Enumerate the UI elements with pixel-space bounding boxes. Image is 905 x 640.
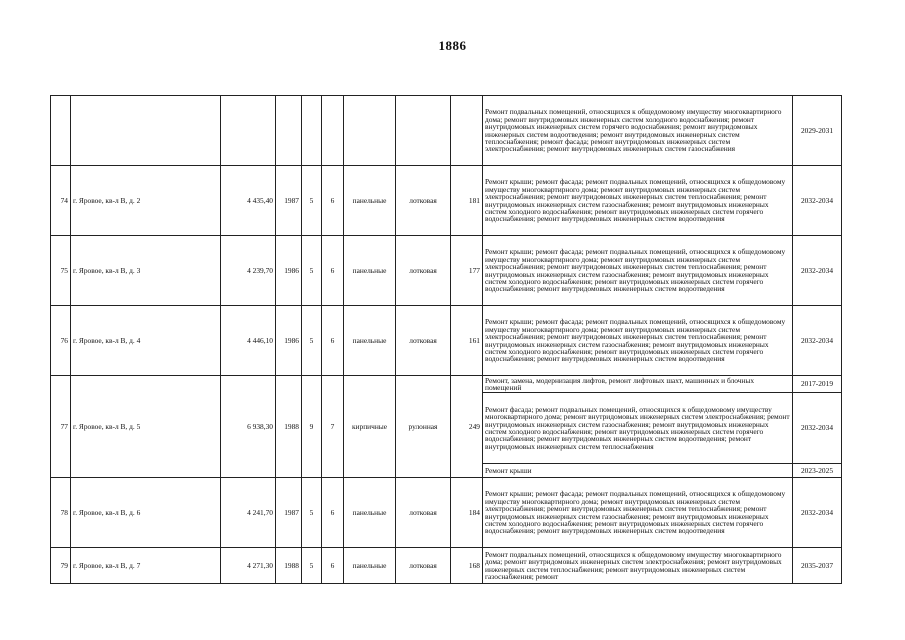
apartments-cell <box>451 96 483 166</box>
apartments-cell: 161 <box>451 306 483 376</box>
address-cell <box>71 96 221 166</box>
area-cell: 4 241,70 <box>221 478 276 548</box>
address-cell: г. Яровое, кв-л В, д. 4 <box>71 306 221 376</box>
works-cell: Ремонт подвальных помещений, относящихся к общедомовому имуществу многоквартирного дома; ремонт внутридомовых инженерных систем электроснабжения; ремонт внутридомовых инженерных систем теплоснабжения; ремонт внутридомовых инженерных систем газоснабжения; ремонт <box>483 548 793 584</box>
entrances-cell <box>322 96 344 166</box>
period-cell: 2029-2031 <box>793 96 842 166</box>
apartments-cell: 177 <box>451 236 483 306</box>
table-row <box>51 96 842 166</box>
row-number: 75 <box>51 236 71 306</box>
apartments-cell: 168 <box>451 548 483 584</box>
year-cell: 1986 <box>276 306 302 376</box>
works-cell: Ремонт крыши; ремонт фасада; ремонт подвальных помещений, относящихся к общедомовому имуществу многоквартирного дома; ремонт внутридомовых инженерных систем электроснабжения; ремонт внутридомовых инженерных систем теплоснабжения; ремонт внутридомовых инженерных систем газоснабжения; ремонт внутридомовых инженерных систем холодного водоснабжения; ремонт внутридомовых инженерных систем горячего водоснабжения; ремонт внутридомовых инженерных систем водоотведения <box>483 478 793 548</box>
period-cell: 2032-2034 <box>793 236 842 306</box>
entrances-cell: 6 <box>322 548 344 584</box>
roof-cell: лотковая <box>396 478 451 548</box>
floors-cell <box>302 96 322 166</box>
table-row <box>51 376 842 393</box>
area-cell: 4 271,30 <box>221 548 276 584</box>
works-cell: Ремонт крыши <box>483 464 793 478</box>
year-cell: 1988 <box>276 548 302 584</box>
table-row <box>51 236 842 306</box>
floors-cell: 5 <box>302 236 322 306</box>
period-cell: 2017-2019 <box>793 376 842 393</box>
address-cell: г. Яровое, кв-л В, д. 3 <box>71 236 221 306</box>
walls-cell <box>344 96 396 166</box>
table-row <box>51 478 842 548</box>
area-cell: 4 239,70 <box>221 236 276 306</box>
year-cell <box>276 96 302 166</box>
area-cell: 6 938,30 <box>221 376 276 478</box>
row-number <box>51 96 71 166</box>
period-cell: 2023-2025 <box>793 464 842 478</box>
apartments-cell: 249 <box>451 376 483 478</box>
area-cell: 4 435,40 <box>221 166 276 236</box>
floors-cell: 9 <box>302 376 322 478</box>
works-cell: Ремонт подвальных помещений, относящихся к общедомовому имуществу многоквартирного дома; ремонт внутридомовых инженерных систем холодного водоснабжения; ремонт внутридомовых инженерных систем горячего водоснабжения; ремонт внутридомовых инженерных систем водоотведения; ремонт внутридомовых инженерных систем теплоснабжения; ремонт фасада; ремонт внутридомовых инженерных систем электроснабжения; ремонт внутридомовых инженерных систем газоснабжения <box>483 96 793 166</box>
walls-cell: панельные <box>344 548 396 584</box>
table-row <box>51 306 842 376</box>
address-cell: г. Яровое, кв-л В, д. 7 <box>71 548 221 584</box>
works-cell: Ремонт крыши; ремонт фасада; ремонт подвальных помещений, относящихся к общедомовому имуществу многоквартирного дома; ремонт внутридомовых инженерных систем электроснабжения; ремонт внутридомовых инженерных систем теплоснабжения; ремонт внутридомовых инженерных систем газоснабжения; ремонт внутридомовых инженерных систем холодного водоснабжения; ремонт внутридомовых инженерных систем горячего водоснабжения; ремонт внутридомовых инженерных систем водоотведения <box>483 306 793 376</box>
entrances-cell: 6 <box>322 236 344 306</box>
floors-cell: 5 <box>302 166 322 236</box>
period-cell: 2032-2034 <box>793 478 842 548</box>
roof-cell <box>396 96 451 166</box>
roof-cell: лотковая <box>396 548 451 584</box>
floors-cell: 5 <box>302 478 322 548</box>
row-number: 74 <box>51 166 71 236</box>
area-cell: 4 446,10 <box>221 306 276 376</box>
apartments-cell: 181 <box>451 166 483 236</box>
entrances-cell: 6 <box>322 306 344 376</box>
year-cell: 1986 <box>276 236 302 306</box>
address-cell: г. Яровое, кв-л В, д. 6 <box>71 478 221 548</box>
entrances-cell: 6 <box>322 166 344 236</box>
apartments-cell: 184 <box>451 478 483 548</box>
period-cell: 2032-2034 <box>793 306 842 376</box>
row-number: 78 <box>51 478 71 548</box>
area-cell <box>221 96 276 166</box>
housing-repair-table <box>50 95 842 584</box>
entrances-cell: 6 <box>322 478 344 548</box>
row-number: 77 <box>51 376 71 478</box>
works-cell: Ремонт, замена, модернизация лифтов, ремонт лифтовых шахт, машинных и блочных помещений <box>483 376 793 393</box>
table-row <box>51 548 842 584</box>
table-body <box>51 96 842 584</box>
year-cell: 1988 <box>276 376 302 478</box>
page-number: 1886 <box>438 38 467 53</box>
roof-cell: лотковая <box>396 166 451 236</box>
floors-cell: 5 <box>302 548 322 584</box>
year-cell: 1987 <box>276 478 302 548</box>
roof-cell: лотковая <box>396 236 451 306</box>
period-cell: 2032-2034 <box>793 393 842 464</box>
roof-cell: рулонная <box>396 376 451 478</box>
address-cell: г. Яровое, кв-л В, д. 5 <box>71 376 221 478</box>
walls-cell: панельные <box>344 236 396 306</box>
walls-cell: панельные <box>344 306 396 376</box>
walls-cell: панельные <box>344 478 396 548</box>
floors-cell: 5 <box>302 306 322 376</box>
period-cell: 2032-2034 <box>793 166 842 236</box>
works-cell: Ремонт крыши; ремонт фасада; ремонт подвальных помещений, относящихся к общедомовому имуществу многоквартирного дома; ремонт внутридомовых инженерных систем электроснабжения; ремонт внутридомовых инженерных систем теплоснабжения; ремонт внутридомовых инженерных систем газоснабжения; ремонт внутридомовых инженерных систем холодного водоснабжения; ремонт внутридомовых инженерных систем горячего водоснабжения; ремонт внутридомовых инженерных систем водоотведения <box>483 236 793 306</box>
year-cell: 1987 <box>276 166 302 236</box>
row-number: 76 <box>51 306 71 376</box>
table-row <box>51 166 842 236</box>
address-cell: г. Яровое, кв-л В, д. 2 <box>71 166 221 236</box>
walls-cell: кирпичные <box>344 376 396 478</box>
works-cell: Ремонт фасада; ремонт подвальных помещений, относящихся к общедомовому имуществу многоквартирного дома; ремонт внутридомовых инженерных систем электроснабжения; ремонт внутридомовых инженерных систем газоснабжения; ремонт внутридомовых инженерных систем холодного водоснабжения; ремонт внутридомовых инженерных систем горячего водоснабжения; ремонт внутридомовых инженерных систем водоотведения; ремонт внутридомовых инженерных систем теплоснабжения <box>483 393 793 464</box>
walls-cell: панельные <box>344 166 396 236</box>
row-number: 79 <box>51 548 71 584</box>
entrances-cell: 7 <box>322 376 344 478</box>
works-cell: Ремонт крыши; ремонт фасада; ремонт подвальных помещений, относящихся к общедомовому имуществу многоквартирного дома; ремонт внутридомовых инженерных систем электроснабжения; ремонт внутридомовых инженерных систем теплоснабжения; ремонт внутридомовых инженерных систем газоснабжения; ремонт внутридомовых инженерных систем холодного водоснабжения; ремонт внутридомовых инженерных систем горячего водоснабжения; ремонт внутридомовых инженерных систем водоотведения <box>483 166 793 236</box>
roof-cell: лотковая <box>396 306 451 376</box>
period-cell: 2035-2037 <box>793 548 842 584</box>
